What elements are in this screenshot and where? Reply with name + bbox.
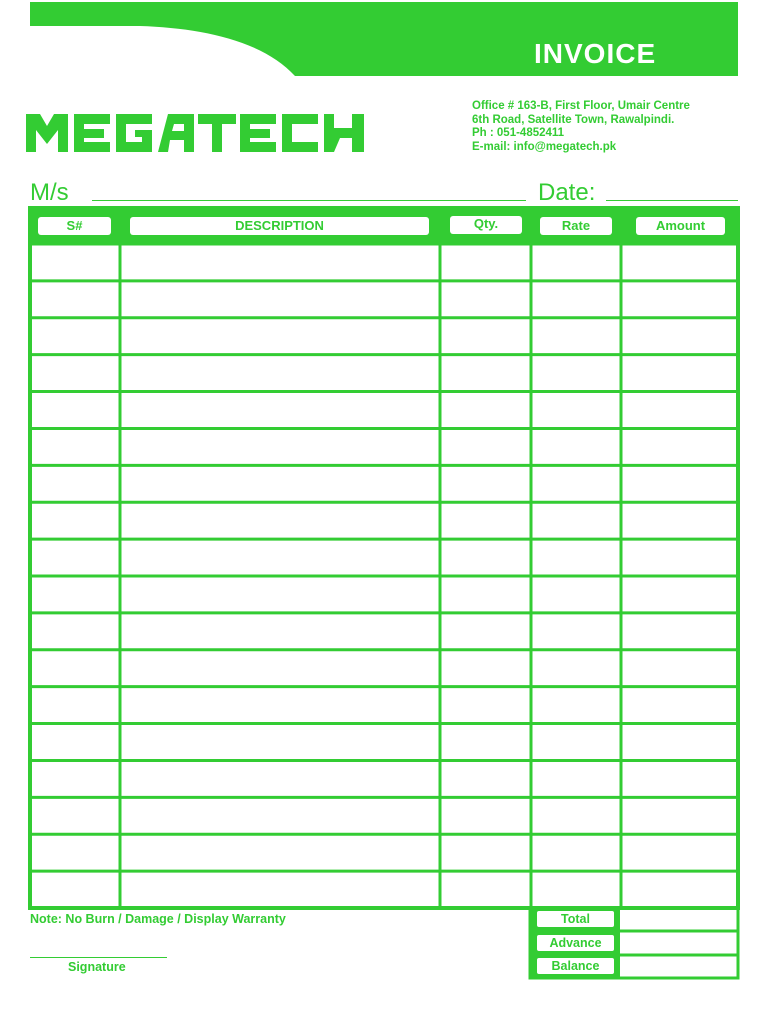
advance-label: Advance <box>537 935 614 951</box>
column-header-rate: Rate <box>540 217 612 235</box>
total-label: Total <box>537 911 614 927</box>
customer-label: M/s <box>30 179 69 206</box>
column-header-qty: Qty. <box>450 216 522 234</box>
column-header-sno: S# <box>38 217 111 235</box>
invoice-title: INVOICE <box>534 38 657 69</box>
phone-line: Ph : 051-4852411 <box>472 127 565 139</box>
column-header-description: DESCRIPTION <box>130 217 429 235</box>
signature-label: Signature <box>68 960 126 974</box>
signature-line[interactable] <box>30 957 167 958</box>
address-line: 6th Road, Satellite Town, Rawalpindi. <box>472 113 675 126</box>
address-line: Office # 163-B, First Floor, Umair Centre <box>472 100 690 112</box>
balance-label: Balance <box>537 958 614 974</box>
column-header-amount: Amount <box>636 217 725 235</box>
date-label: Date: <box>538 179 596 206</box>
warranty-note: Note: No Burn / Damage / Display Warranty <box>30 912 286 926</box>
email-line: E-mail: info@megatech.pk <box>472 140 617 153</box>
